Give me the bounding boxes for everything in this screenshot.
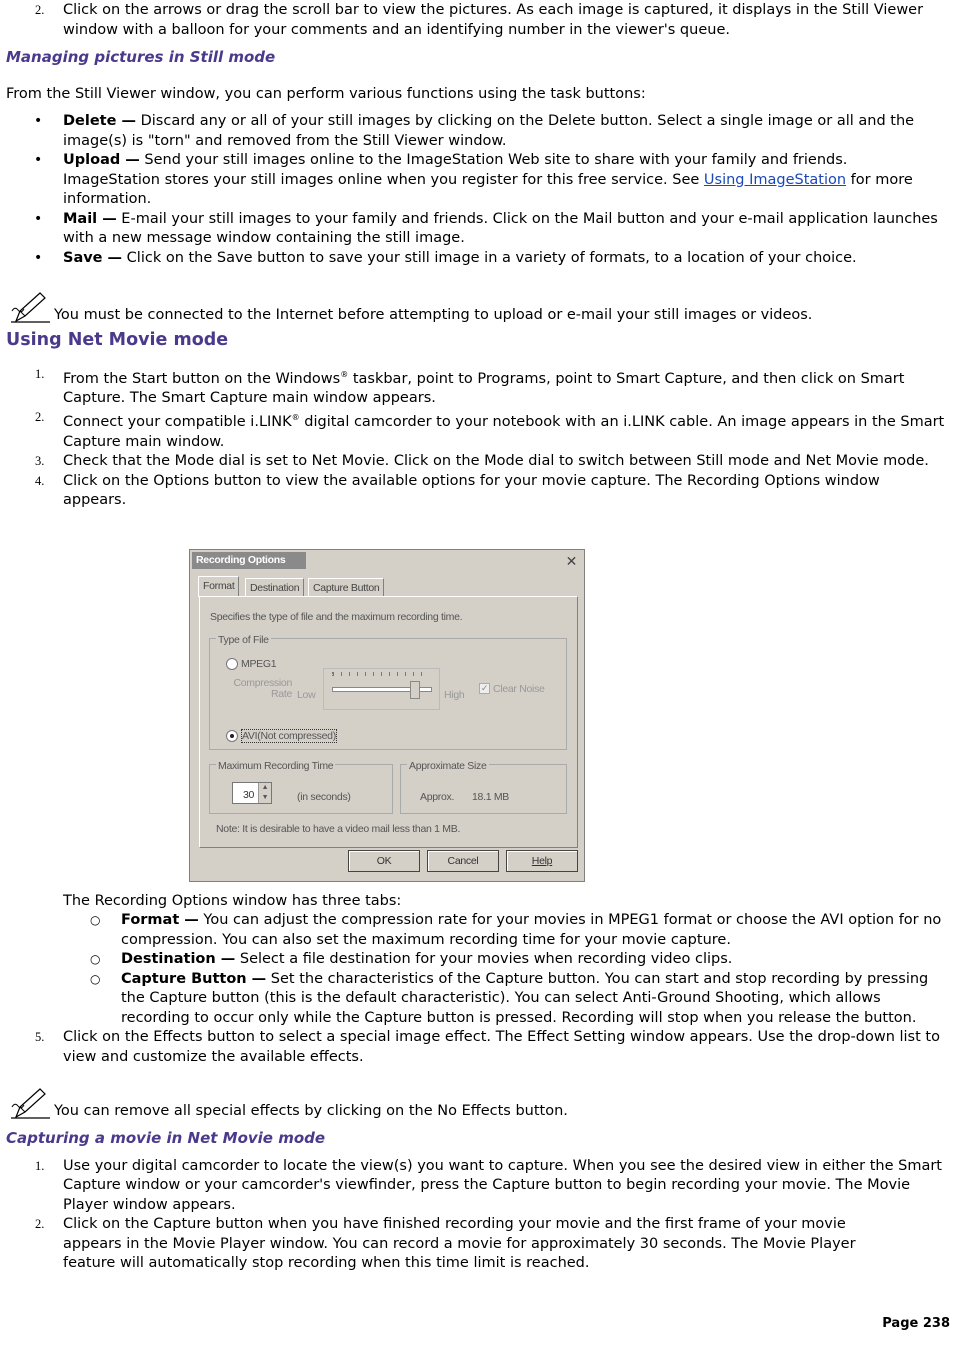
- tab-format[interactable]: Format: [198, 576, 239, 597]
- low-label: Low: [297, 688, 316, 701]
- max-recording-time-group: Maximum Recording Time: [209, 764, 393, 814]
- list-item: ○ Format — You can adjust the compression rate for your movies in MPEG1 format or choose the AVI option for no compression. You can also set the maximum recording time for your movie capture.: [0, 911, 954, 950]
- mpeg1-radio[interactable]: MPEG1: [226, 655, 276, 675]
- note-pencil-icon: [8, 1085, 54, 1121]
- step-item: 2. Click on the Capture button when you have finished recording your movie and the first frame of your movie appears in the Movie Player window. You can record a movie for approximately 30 seconds. The Movie Player feature will automatically stop recording when this time limit is reached.: [35, 1216, 856, 1272]
- step-item: 5. Click on the Effects button to select a special image effect. The Effect Setting window appears. Use the drop-down list to view and customize the available effects.: [35, 1029, 940, 1065]
- tabs-intro: The Recording Options window has three tabs:: [63, 892, 402, 909]
- dialog-description: Specifies the type of file and the maximum recording time.: [210, 610, 463, 623]
- still-mode-heading: Managing pictures in Still mode: [6, 48, 276, 66]
- tab-capture-button[interactable]: Capture Button: [308, 578, 384, 597]
- seconds-label: (in seconds): [297, 790, 351, 803]
- step-item: 1. From the Start button on the Windows® taskbar, point to Programs, point to Smart Capture, and then click on Smart Capture. The Smart Capture main window appears.: [35, 366, 905, 406]
- step-item: 2. Connect your compatible i.LINK® digital camcorder to your notebook with an i.LINK cable. An image appears in the Smart Capture main window.: [35, 410, 945, 450]
- avi-radio[interactable]: AVI(Not compressed): [226, 727, 337, 747]
- approx-value: 18.1 MB: [472, 790, 510, 803]
- step-item: 3. Check that the Mode dial is set to Net Movie. Click on the Mode dial to switch between Still mode and Net Movie mode.: [35, 453, 929, 470]
- type-of-file-group: Type of File: [209, 638, 567, 750]
- task-button-list: [0, 112, 954, 268]
- list-item: ○ Capture Button — Set the characteristics of the Capture button. You can start and stop recording by pressing the Capture button (this is the default characteristic). You can select Anti-Ground Shooting, which allows recording to occur only while the Capture button is pressed. Recording will stop when you release the button.: [0, 970, 954, 1029]
- max-time-spinner[interactable]: 30 ▲ ▼: [232, 782, 272, 804]
- recording-options-dialog: [189, 549, 585, 882]
- step-item: 4. Click on the Options button to view the available options for your movie capture. The Recording Options window appears.: [35, 472, 880, 509]
- net-movie-heading: Using Net Movie mode: [6, 330, 229, 350]
- capturing-steps: [0, 1157, 954, 1274]
- list-item: • Mail — E-mail your still images to your family and friends. Click on the Mail button and your e-mail application launches with a new message window containing the still image.: [0, 210, 954, 249]
- list-item: ○ Destination — Select a file destination for your movies when recording video clips.: [0, 950, 954, 970]
- step-text: Click on the arrows or drag the scroll bar to view the pictures. As each image is captured, it displays in the Still Viewer window with a balloon for your comments and an identifying number in the viewer's queue.: [63, 2, 924, 38]
- dialog-title: Recording Options: [192, 552, 306, 569]
- still-mode-intro: From the Still Viewer window, you can perform various functions using the task buttons:: [6, 85, 646, 102]
- dialog-title-bar: [191, 551, 583, 571]
- note-text: You must be connected to the Internet before attempting to upload or e-mail your still images or videos.: [54, 306, 813, 323]
- dialog-note: Note: It is desirable to have a video mail less than 1 MB.: [216, 822, 461, 835]
- note-internet: [0, 289, 954, 325]
- compression-slider[interactable]: [323, 668, 440, 710]
- note-text: You can remove all special effects by clicking on the No Effects button.: [54, 1102, 568, 1119]
- step-number: 2.: [35, 3, 45, 17]
- page-number: Page 238: [882, 1316, 950, 1331]
- close-icon[interactable]: ✕: [565, 552, 577, 569]
- list-item: • Upload — Send your still images online to the ImageStation Web site to share with your family and friends. ImageStation stores your still images online when you register for this free service. See Using ImageStation for more information.: [0, 151, 954, 210]
- ok-button[interactable]: OK: [348, 850, 420, 872]
- using-imagestation-link[interactable]: Using ImageStation: [703, 171, 847, 188]
- step-item: [0, 1, 954, 40]
- approx-label: Approx.: [420, 790, 455, 803]
- note-effects: [0, 1085, 954, 1121]
- list-item: • Delete — Discard any or all of your still images by clicking on the Delete button. Select a single image or all and the image(s) is "torn" and removed from the Still Viewer window.: [0, 112, 954, 151]
- high-label: High: [444, 688, 465, 701]
- net-movie-steps: [0, 365, 954, 511]
- tab-destination[interactable]: Destination: [245, 578, 304, 597]
- tab-description-list: [0, 911, 954, 1028]
- cancel-button[interactable]: Cancel: [427, 850, 499, 872]
- step-item: 1. Use your digital camcorder to locate the view(s) you want to capture. When you see the desired view in either the Smart Capture window or your camcorder's viewfinder, press the Capture button to begin recording your movie. The Movie Player window appears.: [35, 1157, 942, 1213]
- capturing-heading: Capturing a movie in Net Movie mode: [6, 1129, 326, 1148]
- list-item: • Save — Click on the Save button to save your still image in a variety of formats, to a location of your choice.: [0, 249, 954, 269]
- clear-noise-checkbox[interactable]: ✓ Clear Noise: [480, 682, 545, 695]
- approx-size-group: Approximate Size: [400, 764, 567, 814]
- note-pencil-icon: [8, 289, 54, 325]
- help-button[interactable]: Help: [506, 850, 578, 872]
- compression-rate-label: Compression Rate: [233, 676, 292, 700]
